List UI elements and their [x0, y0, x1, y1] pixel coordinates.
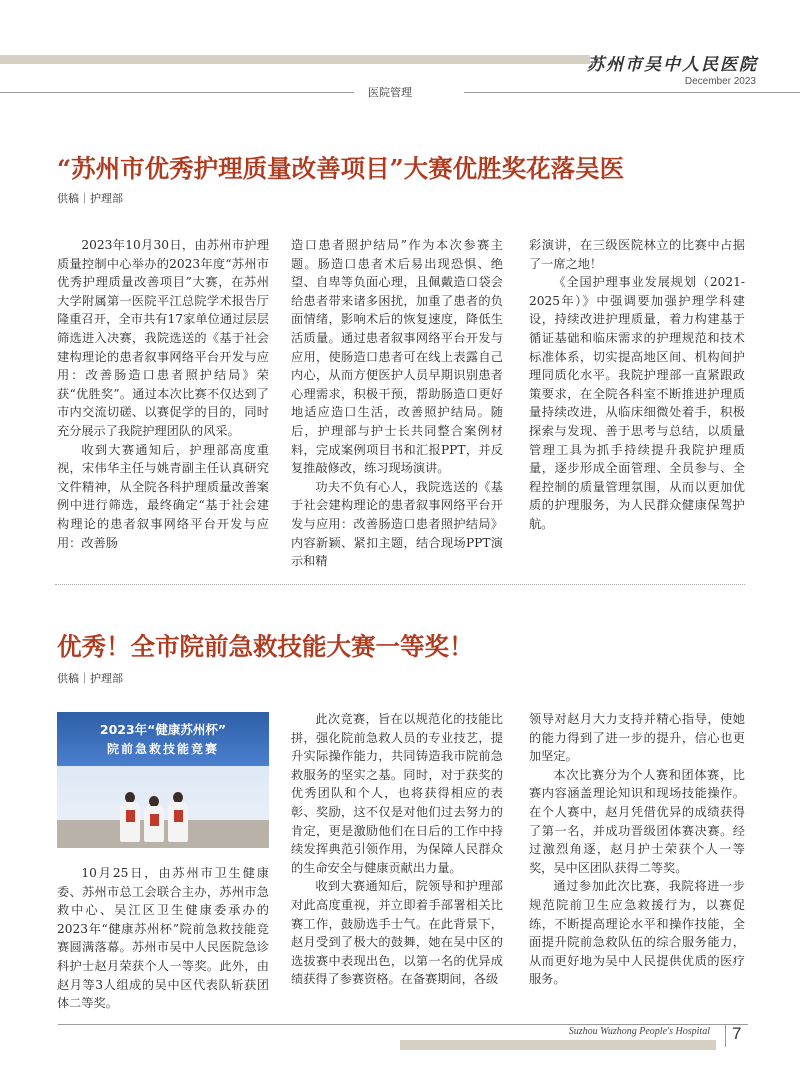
article-1-column-1 [57, 236, 269, 552]
article-1-column-2 [291, 236, 503, 571]
certificate [126, 810, 135, 822]
header-rule-right [464, 92, 800, 93]
article-2-column-3 [529, 710, 745, 989]
header-rule-left [0, 92, 354, 93]
banner-line-1: 2023年“健康苏州杯” [99, 722, 227, 737]
article-divider [55, 584, 745, 585]
issue-date: December 2023 [684, 76, 756, 87]
section-label: 医院管理 [368, 86, 412, 99]
paragraph: 通过参加此次比赛，我院将进一步规范院前卫生应急救援行为，以赛促练，不断提高理论水平和操作技能，全面提升院前急救队伍的综合服务能力，从而更好地为吴中人民提供优质的医疗服务。 [529, 879, 745, 987]
paragraph: 功夫不负有心人，我院选送的《基于社会建构理论的患者叙事网络平台开发与应用：改善肠造口患者照护结局》内容新颖、紧扣主题，结合现场PPT演示和精 [291, 479, 503, 569]
article-2-column-1 [57, 864, 269, 1013]
footer-hospital-name: Suzhou Wuzhong People's Hospital [568, 1026, 710, 1037]
header-band [0, 55, 590, 64]
article-1-column-3 [529, 236, 745, 534]
award-ceremony-photo [57, 712, 269, 848]
paragraph: 10月25日，由苏州市卫生健康委、苏州市总工会联合主办，苏州市急救中心、吴江区卫生健康委承办的2023年“健康苏州杯”院前急救技能竞赛圆满落幕。苏州市吴中人民医院急诊科护士赵月荣获个人一等奖。此外，由赵月等3人组成的吴中区代表队斩获团体二等奖。 [57, 866, 269, 1011]
footer-band [400, 1040, 716, 1050]
paragraph: 收到大赛通知后，院领导和护理部对此高度重视，并立即着手部署相关比赛工作，鼓励选手士气。在此背景下，赵月受到了极大的鼓舞，她在吴中区的选拔赛中表现出色，以第一名的优异成绩获得了参赛资格。在备赛期间，各级 [291, 879, 503, 987]
hospital-logo: 苏州市吴中人民医院 [587, 55, 758, 75]
article-1-byline: 供稿｜护理部 [57, 192, 123, 205]
paragraph: 收到大赛通知后，护理部高度重视，宋伟华主任与姚青副主任认真研究文件精神，从全院各科护理质量改善案例中进行筛选，最终确定“基于社会建构理论的患者叙事网络平台开发与应用：改善肠 [57, 442, 269, 550]
paragraph: 2023年10月30日，由苏州市护理质量控制中心举办的2023年度“苏州市优秀护理质量改善项目”大赛，在苏州大学附属第一医院平江总院学术报告厅隆重召开，全市共有17家单位通过层层筛选进入决赛，我院选送的《基于社会建构理论的患者叙事网络平台开发与应用：改善肠造口患者照护结局》荣获“优胜奖”。通过本次比赛不仅达到了市内交流切磋、以赛促学的目的，同时充分展示了我院护理团队的风采。 [57, 238, 269, 438]
paragraph: 《全国护理事业发展规划（2021-2025年）》中强调要加强护理学科建设，持续改进护理质量，着力构建基于循证基础和临床需求的护理规范和技术标准体系，切实提高地区间、机构间护理同质化水平。我院护理部一直紧跟政策要求，在全院各科室不断推进护理质量持续改进，从临床细微处着手，积极探索与发现、善于思考与总结，以质量管理工具为抓手持续提升我院护理质量，逐步形成全面管理、全员参与、全程控制的质量管理氛围，从而以更加优质的护理服务，为人民群众健康保驾护航。 [529, 275, 745, 531]
article-2-title: 优秀！全市院前急救技能大赛一等奖！ [57, 632, 474, 661]
paragraph: 此次竞赛，旨在以规范化的技能比拼，强化院前急救人员的专业技艺，提升实际操作能力，共同铸造我市院前急救服务的坚实之基。同时，对于获奖的优秀团队和个人，也将获得相应的表彰、奖励，这不仅是对他们过去努力的肯定，更是激励他们在日后的工作中持续发挥典范引领作用，为保障人民群众的生命安全与健康贡献出力量。 [291, 712, 503, 875]
paragraph: 本次比赛分为个人赛和团体赛，比赛内容涵盖理论知识和现场技能操作。在个人赛中，赵月凭借优异的成绩获得了第一名，并成功晋级团体赛决赛。经过激烈角逐，赵月护士荣获个人一等奖，吴中区团队获得二等奖。 [529, 767, 745, 875]
article-2-column-2 [291, 710, 503, 989]
banner-line-2: 院前急救技能竞赛 [106, 742, 219, 756]
article-1-title: “苏州市优秀护理质量改善项目”大赛优胜奖花落吴医 [57, 154, 625, 183]
article-2-byline: 供稿｜护理部 [57, 672, 123, 685]
paragraph: 领导对赵月大力支持并精心指导，使她的能力得到了进一步的提升，信心也更加坚定。 [529, 712, 745, 764]
certificate [174, 810, 183, 822]
paragraph: 彩演讲，在三级医院林立的比赛中占据了一席之地！ [529, 238, 745, 271]
page-number: 7 [732, 1024, 742, 1043]
person-figure [168, 802, 188, 842]
footer-separator [725, 1025, 726, 1047]
footer-rule [58, 1024, 748, 1025]
person-figure [120, 802, 140, 842]
certificate [150, 814, 159, 826]
paragraph: 造口患者照护结局”作为本次参赛主题。肠造口患者术后易出现恐惧、绝望、自卑等负面心理，且佩戴造口袋会给患者带来诸多困扰，加重了患者的负面情绪，影响术后的恢复速度，降低生活质量。通过患者叙事网络平台开发与应用，使肠造口患者可在线上表露自己内心，从而方便医护人员早期识别患者心理需求，积极干预，帮助肠造口更好地适应造口生活，改善照护结局。随后，护理部与护士长共同整合案例材料，完成案例项目书和汇报PPT，并反复推敲修改，练习现场演讲。 [291, 238, 503, 476]
